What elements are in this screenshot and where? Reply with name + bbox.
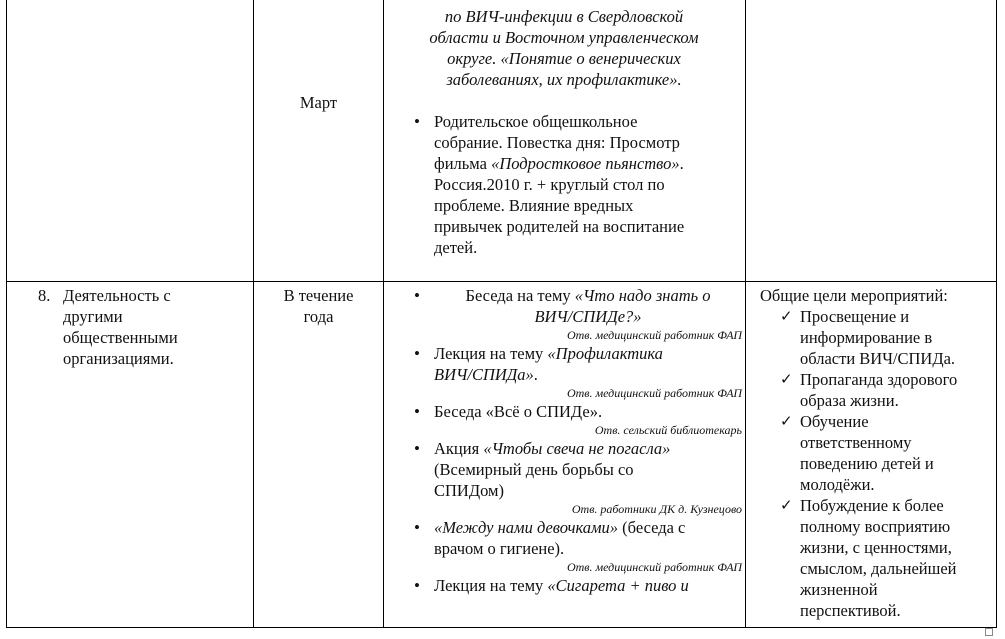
period-line-2: года: [303, 307, 334, 326]
row1-top-line-3: округе. «Понятие о венерических: [447, 49, 681, 68]
period-line-1: В течение: [283, 286, 354, 305]
event-4-responsible: Отв. работники ДК д. Кузнецово: [571, 502, 742, 516]
table-border-left: [6, 0, 7, 628]
corner-marker: [985, 628, 993, 636]
row1-events-top: [386, 6, 742, 90]
row1-top-line-1: по ВИЧ-инфекции в Свердловской: [444, 7, 684, 26]
goal-4-line-4: смыслом, дальнейшей: [800, 559, 957, 578]
goal-4: [776, 495, 994, 621]
meeting-line-1: • Родительское общешкольное: [434, 112, 638, 131]
event-4: [410, 438, 742, 517]
row1-period: [254, 92, 383, 113]
event-2-title: «Профилактика: [547, 344, 663, 363]
row1-top-line-2: области и Восточном управленческом: [429, 28, 699, 47]
goal-3-line-1: ✓ Обучение: [800, 412, 869, 431]
activity-line-4: организациями.: [63, 349, 174, 368]
event-5-suffix: (беседа с: [618, 518, 686, 537]
event-1-line-1: [434, 285, 742, 306]
event-2-line-2: [434, 364, 742, 385]
goal-3-line-3: поведению детей и: [800, 454, 934, 473]
event-1-title: «Что надо знать о: [574, 286, 711, 305]
meeting-line-2: собрание. Повестка дня: Просмотр: [434, 133, 680, 152]
row-divider: [6, 281, 997, 282]
meeting-film-title: «Подростковое пьянство»: [491, 154, 680, 173]
goal-1-line-1: ✓ Просвещение и: [800, 307, 910, 326]
goal-2: [776, 369, 994, 411]
event-2-line-1: [434, 343, 742, 364]
goal-3-line-2: ответственному: [800, 433, 912, 452]
meeting-line-3-suffix: .: [679, 154, 684, 173]
meeting-line-4: Россия.2010 г. + круглый стол по: [434, 175, 665, 194]
activity-line-2: другими: [63, 307, 123, 326]
row2-goals: [760, 285, 994, 621]
goal-3: [776, 411, 994, 495]
event-2-prefix: Лекция на тему: [434, 344, 548, 363]
goal-2-line-2: образа жизни.: [800, 391, 899, 410]
goal-4-line-5: жизненной: [800, 580, 878, 599]
event-1-responsible: Отв. медицинский работник ФАП: [566, 328, 742, 342]
event-1-title-2: ВИЧ/СПИДе?»: [534, 307, 642, 326]
event-2-responsible: Отв. медицинский работник ФАП: [566, 386, 742, 400]
row1-period-text: Март: [299, 93, 338, 112]
event-6-line-1: [434, 575, 742, 596]
row2-activity: [38, 285, 250, 369]
goal-4-line-6: перспективой.: [800, 601, 901, 620]
event-6-prefix: Лекция на тему: [434, 576, 548, 595]
meeting-line-5: проблеме. Влияние вредных: [434, 196, 634, 215]
event-3-responsible: Отв. сельский библиотекарь: [594, 423, 742, 437]
goal-4-line-1: ✓ Побуждение к более: [800, 496, 944, 515]
meeting-line-3-prefix: фильма: [434, 154, 492, 173]
goal-4-line-2: полному восприятию: [800, 517, 951, 536]
goals-heading: Общие цели мероприятий:: [760, 286, 948, 305]
event-4-line-2: (Всемирный день борьбы со: [434, 460, 634, 479]
meeting-line-3: [434, 153, 764, 174]
event-1: [410, 285, 742, 343]
event-2-title-2: ВИЧ/СПИДа»: [434, 365, 534, 384]
event-6: [410, 575, 742, 596]
goal-1-line-2: информирование в: [800, 328, 933, 347]
row2-number: 8.: [38, 286, 51, 305]
row2-events: [410, 285, 742, 596]
table-divider-3: [745, 0, 746, 628]
event-5-line-2: врачом о гигиене).: [434, 539, 565, 558]
event-4-title: «Чтобы свеча не погасла»: [483, 439, 671, 458]
goal-4-line-3: жизни, с ценностями,: [800, 538, 952, 557]
event-5: [410, 517, 742, 575]
table-divider-2: [383, 0, 384, 628]
goal-1: [776, 306, 994, 369]
event-6-title: «Сигарета + пиво и: [547, 576, 689, 595]
row1-bullet-meeting: [410, 111, 764, 258]
event-3-line-1: • Беседа «Всё о СПИДе».: [434, 402, 603, 421]
goal-2-line-1: ✓ Пропаганда здорового: [800, 370, 958, 389]
event-4-line-1: [434, 438, 742, 459]
event-5-title: «Между нами девочками»: [434, 518, 619, 537]
event-3: [410, 401, 742, 438]
table-border-bottom: [6, 627, 997, 628]
event-5-line-1: [434, 517, 742, 538]
meeting-line-7: детей.: [434, 238, 478, 257]
goal-1-line-3: области ВИЧ/СПИДа.: [800, 349, 956, 368]
row1-top-line-4: заболеваниях, их профилактике».: [446, 70, 682, 89]
event-1-prefix: Беседа на тему: [465, 286, 575, 305]
meeting-line-6: привычек родителей на воспитание: [434, 217, 685, 236]
goal-3-line-4: молодёжи.: [800, 475, 875, 494]
event-4-prefix: Акция: [434, 439, 484, 458]
activity-line-3: общественными: [63, 328, 178, 347]
table-border-right: [996, 0, 997, 628]
activity-line-1: Деятельность с: [63, 286, 171, 305]
event-4-line-3: СПИДом): [434, 481, 504, 500]
row2-period: [254, 285, 383, 327]
event-5-responsible: Отв. медицинский работник ФАП: [566, 560, 742, 574]
event-2: [410, 343, 742, 401]
event-2-suffix: .: [533, 365, 538, 384]
